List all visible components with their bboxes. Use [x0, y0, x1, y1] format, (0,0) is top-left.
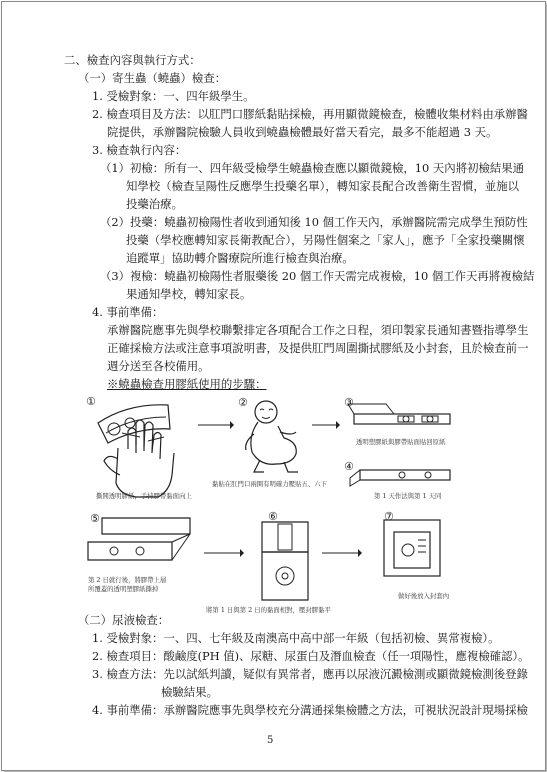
recheck-line2: 果通知學校，轉知家長。 [126, 287, 252, 301]
pinworm-item1: 1. 受檢對象：一、四年級學生。 [92, 89, 255, 103]
step2-caption: 黏貼在肛門口兩圈有明確力壓貼五、六下 [212, 480, 328, 488]
medication-line1: （2）投藥：蟯蟲初檢陽性者收到通知後 10 個工作天內，承辦醫院需完成學生預防性 [100, 215, 528, 229]
prep-line2: 正確採檢方法或注意事項說明書，及提供肛門周圍撕拭膠紙及小封套，且於檢查前一 [107, 341, 529, 355]
prep-line3: 週分送至各校備用。 [107, 359, 210, 373]
page-number: 5 [267, 735, 274, 746]
pinworm-item4: 4. 事前準備： [92, 305, 164, 319]
medication-line2: 投藥（學校應轉知家長衛教配合），另陽性個案之「家人」，應予「全家投藥關懷 [126, 233, 525, 247]
initial-check-line2: 知學校（檢查呈陽性反應學生投藥名單），轉知家長配合改善衛生習慣，並施以 [126, 179, 519, 193]
pinworm-item3: 3. 檢查執行內容： [92, 143, 187, 157]
urine-item1: 1. 受檢對象：一、四、七年級及南澳高中高中部一年級（包括初檢、異常複檢）。 [92, 631, 500, 645]
urine-item3-line1: 3. 檢查方法：先以試紙判讀，疑似有異常者，應再以尿液沉澱檢測或顯微鏡檢測後登錄 [92, 667, 528, 681]
step3-caption: 透明塑膠紙與膠帶貼面貼回原紙 [356, 438, 446, 446]
urine-item3-line2: 檢驗結果。 [161, 685, 218, 699]
step2-illustration [240, 398, 310, 478]
step-number-5: ⑤ [90, 512, 100, 525]
step-number-2: ② [238, 396, 248, 409]
section-heading: 二、檢查內容與執行方式： [64, 53, 201, 67]
step1-caption: 撕開透明膠紙，手持膠帶黏面向上 [96, 492, 192, 500]
arrow-1-to-2 [198, 420, 234, 430]
step-number-6: ⑥ [268, 510, 278, 523]
medication-line3: 追蹤單」協助轉介醫療院所進行檢查與治療。 [126, 251, 354, 265]
step6-caption: 將第 1 日與第 2 日的黏面相對，壓封膠黏平 [206, 606, 331, 614]
step-number-4: ④ [344, 460, 354, 473]
step3-illustration [346, 398, 456, 438]
recheck-line1: （3）複檢：蟯蟲初檢陽性者服藥後 20 個工作天需完成複檢，10 個工作天再將複檢結 [100, 269, 535, 283]
step4-illustration [346, 462, 456, 492]
arrow-2-to-3 [312, 420, 340, 430]
arrow-6-to-7 [322, 548, 362, 558]
arrow-5-to-6 [204, 548, 244, 558]
urine-item4: 4. 事前準備：承辦醫院應事先與學校充分溝通採集檢體之方法，可視狀況設計現場採檢 [92, 703, 528, 717]
step6-illustration [250, 512, 320, 602]
prep-line1: 承辦醫院應事先與學校聯繫排定各項配合工作之日程，須印製家長通知書暨指導學生 [107, 323, 529, 337]
steps-title: ※蟯蟲檢查用膠紙使用的步驟： [107, 377, 267, 391]
initial-check-line3: 投藥治療。 [126, 197, 183, 211]
pinworm-item2-line1: 2. 檢查項目及方法：以肛門口膠紙黏貼採檢，再用顯微鏡檢查，檢體收集材料由承辦醫 [92, 107, 528, 121]
step7-illustration [370, 512, 450, 592]
step5-caption-line1: 第 2 日就行後，將膠帶上層 [88, 576, 167, 584]
step-number-3: ③ [344, 396, 354, 409]
urine-heading: （二）尿液檢查： [78, 613, 170, 627]
step-number-1: ① [86, 395, 96, 408]
pinworm-heading: （一）寄生蟲（蟯蟲）檢查： [78, 71, 227, 85]
step4-caption: 第 1 天作法與第 1 天同 [374, 492, 442, 500]
step7-caption: 做好後放入封套內 [398, 592, 450, 600]
step-number-7: ⑦ [384, 510, 394, 523]
urine-item2: 2. 檢查項目：酸鹼度(PH 值)、尿糖、尿蛋白及潛血檢查（任一項陽性，應複檢確認）。 [92, 649, 530, 663]
step5-caption-line2: 所覆蓋的透明塑膠紙撕掉 [88, 585, 159, 593]
step1-illustration [78, 393, 198, 503]
pinworm-item2-line2: 院提供，承辦醫院檢驗人員收到蟯蟲檢體最好當天看完，最多不能超過 3 天。 [107, 125, 498, 139]
initial-check-line1: （1）初檢：所有一、四年級受檢學生蟯蟲檢查應以顯微鏡檢，10 天內將初檢結果通 [100, 161, 525, 175]
step5-illustration [82, 512, 202, 582]
